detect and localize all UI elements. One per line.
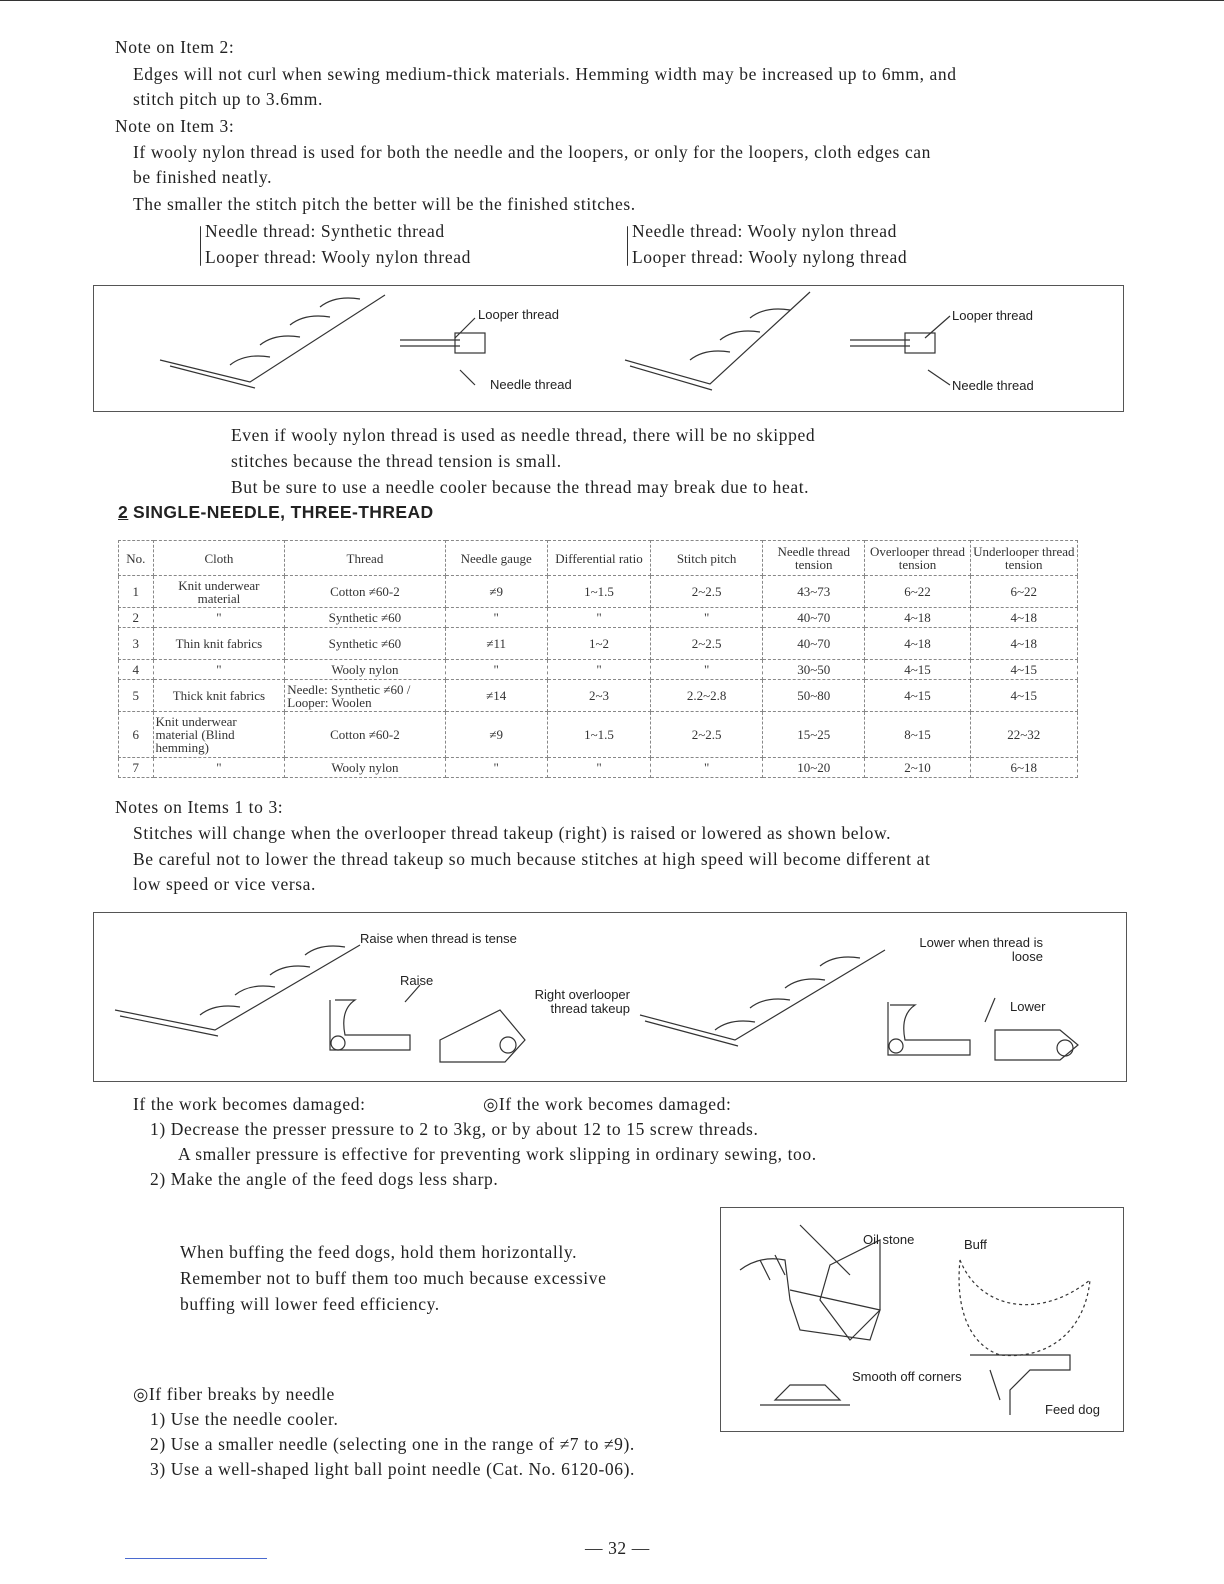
note-item3-line3: The smaller the stitch pitch the better will be the finished stitches.	[133, 194, 636, 214]
note-item3-line2: be finished neatly.	[133, 167, 273, 187]
fiber-title	[133, 1384, 335, 1405]
cell: 2.2~2.8	[651, 680, 763, 712]
col-differential: Differential ratio	[547, 541, 650, 576]
cell: Thick knit fabrics	[153, 680, 285, 712]
cell: 6~18	[970, 758, 1077, 778]
cell: 10~20	[763, 758, 865, 778]
cell: 6~22	[970, 576, 1077, 608]
circled-mark-icon: ◎	[133, 1384, 149, 1404]
wooly-note-line2: stitches because the thread tension is small.	[231, 451, 562, 471]
buffing-line2: Remember not to buff them too much because excessive	[180, 1268, 607, 1288]
cell: 7	[119, 758, 154, 778]
cell: 1	[119, 576, 154, 608]
cell: Thin knit fabrics	[153, 628, 285, 660]
cell: Knit underwear material	[153, 576, 285, 608]
cell: 1~1.5	[547, 576, 650, 608]
cell: "	[153, 608, 285, 628]
cell: 3	[119, 628, 154, 660]
combo-a-looper: Looper thread: Wooly nylon thread	[205, 247, 471, 267]
cell: 2~2.5	[651, 712, 763, 758]
section-title: SINGLE-NEEDLE, THREE-THREAD	[133, 502, 434, 522]
combo-b-looper: Looper thread: Wooly nylong thread	[632, 247, 908, 267]
cell: 4~15	[865, 680, 970, 712]
looper-thread-label: Looper thread	[478, 307, 559, 322]
cell: "	[651, 660, 763, 680]
fiber-item1: 1) Use the needle cooler.	[150, 1409, 339, 1429]
cell: 40~70	[763, 608, 865, 628]
cell: 4~18	[865, 608, 970, 628]
cell: "	[445, 758, 547, 778]
cell: 6	[119, 712, 154, 758]
note-item3-title: Note on Item 3:	[115, 116, 235, 136]
cell: 43~73	[763, 576, 865, 608]
cell: 50~80	[763, 680, 865, 712]
cell: Cotton ≠60-2	[285, 712, 445, 758]
buffing-line3: buffing will lower feed efficiency.	[180, 1294, 440, 1314]
note-item3-line1: If wooly nylon thread is used for both the needle and the loopers, or only for the loopers, cloth edges can	[133, 142, 932, 162]
cell: Needle: Synthetic ≠60 / Looper: Woolen	[285, 680, 445, 712]
damage-item1: 1) Decrease the presser pressure to 2 to 3kg, or by about 12 to 15 screw threads.	[150, 1119, 759, 1139]
cell: 5	[119, 680, 154, 712]
cell: 4~15	[970, 660, 1077, 680]
damage-item2: 2) Make the angle of the feed dogs less sharp.	[150, 1169, 499, 1189]
col-thread: Thread	[285, 541, 445, 576]
col-needle-tension: Needle thread tension	[763, 541, 865, 576]
cell: "	[445, 660, 547, 680]
cell: "	[651, 758, 763, 778]
cell: 4~18	[970, 628, 1077, 660]
cell: 2~2.5	[651, 628, 763, 660]
circled-mark-icon: ◎	[483, 1094, 499, 1114]
notes-1-3-line2: Be careful not to lower the thread takeup so much because stitches at high speed will become different at	[133, 849, 931, 869]
note-item2-line1: Edges will not curl when sewing medium-thick materials. Hemming width may be increased up to 6mm, and	[133, 64, 957, 84]
fiber-title-text: If fiber breaks by needle	[148, 1384, 335, 1404]
lower-label: Lower	[1010, 999, 1046, 1014]
cell: "	[547, 660, 650, 680]
raise-label: Raise	[400, 973, 434, 988]
col-cloth: Cloth	[153, 541, 285, 576]
note-item2-line2: stitch pitch up to 3.6mm.	[133, 89, 323, 109]
cell: 2~10	[865, 758, 970, 778]
cell: 30~50	[763, 660, 865, 680]
footer-line	[125, 1558, 267, 1559]
cell: 15~25	[763, 712, 865, 758]
cell: 1~2	[547, 628, 650, 660]
cell: 40~70	[763, 628, 865, 660]
fiber-item2: 2) Use a smaller needle (selecting one in the range of ≠7 to ≠9).	[150, 1434, 635, 1454]
note-item2-title: Note on Item 2:	[115, 37, 235, 57]
section-number: 2	[118, 502, 129, 522]
cell: 4~15	[865, 660, 970, 680]
notes-1-3-title: Notes on Items 1 to 3:	[115, 797, 284, 817]
cell: "	[651, 608, 763, 628]
cell: ≠9	[445, 576, 547, 608]
col-needle-gauge: Needle gauge	[445, 541, 547, 576]
cell: ≠14	[445, 680, 547, 712]
cell: ≠11	[445, 628, 547, 660]
cell: Wooly nylon	[285, 758, 445, 778]
lower-loose-label: Lower when thread is loose	[919, 935, 1043, 964]
raise-tense-label: Raise when thread is tense	[360, 931, 517, 946]
cell: "	[547, 608, 650, 628]
cell: ≠9	[445, 712, 547, 758]
cell: 2	[119, 608, 154, 628]
cell: "	[547, 758, 650, 778]
cell: 22~32	[970, 712, 1077, 758]
cell: "	[153, 758, 285, 778]
cell: 4~18	[970, 608, 1077, 628]
notes-1-3-line1: Stitches will change when the overlooper thread takeup (right) is raised or lowered as shown below.	[133, 823, 892, 843]
wooly-note-line1: Even if wooly nylon thread is used as needle thread, there will be no skipped	[231, 425, 816, 445]
cell: "	[153, 660, 285, 680]
cell: 8~15	[865, 712, 970, 758]
oil-stone-label: Oil stone	[863, 1232, 915, 1247]
col-underlooper-tension: Underlooper thread tension	[970, 541, 1077, 576]
cell: Synthetic ≠60	[285, 608, 445, 628]
notes-1-3-line3: low speed or vice versa.	[133, 874, 317, 894]
damage-title: If the work becomes damaged:	[133, 1094, 366, 1114]
looper-thread-label: Looper thread	[952, 308, 1033, 323]
cell: Wooly nylon	[285, 660, 445, 680]
page-number: — 32 —	[585, 1538, 650, 1558]
fiber-item3: 3) Use a well-shaped light ball point needle (Cat. No. 6120-06).	[150, 1459, 636, 1479]
wooly-note-line3: But be sure to use a needle cooler because the thread may break due to heat.	[231, 477, 810, 497]
buffing-line1: When buffing the feed dogs, hold them horizontally.	[180, 1242, 578, 1262]
damage-item1b: A smaller pressure is effective for preventing work slipping in ordinary sewing, too.	[178, 1144, 817, 1164]
cell: 2~3	[547, 680, 650, 712]
cell: 4	[119, 660, 154, 680]
cell: "	[445, 608, 547, 628]
needle-thread-label: Needle thread	[952, 378, 1034, 393]
cell: Cotton ≠60-2	[285, 576, 445, 608]
needle-thread-label: Needle thread	[490, 377, 572, 392]
cell: 2~2.5	[651, 576, 763, 608]
cell: 4~15	[970, 680, 1077, 712]
takeup-label: Right overlooper thread takeup	[534, 987, 630, 1016]
cell: Knit underwear material (Blind hemming)	[153, 712, 285, 758]
col-overlooper-tension: Overlooper thread tension	[865, 541, 970, 576]
cell: 6~22	[865, 576, 970, 608]
combo-b-needle: Needle thread: Wooly nylon thread	[632, 221, 897, 241]
feed-dog-label: Feed dog	[1045, 1402, 1100, 1417]
smooth-corners-label: Smooth off corners	[852, 1369, 962, 1384]
cell: 4~18	[865, 628, 970, 660]
cell: 1~1.5	[547, 712, 650, 758]
col-stitch-pitch: Stitch pitch	[651, 541, 763, 576]
damage-title-2-text: If the work becomes damaged:	[498, 1094, 732, 1114]
buff-label: Buff	[964, 1237, 987, 1252]
col-no: No.	[119, 541, 154, 576]
combo-a-needle: Needle thread: Synthetic thread	[205, 221, 445, 241]
cell: Synthetic ≠60	[285, 628, 445, 660]
